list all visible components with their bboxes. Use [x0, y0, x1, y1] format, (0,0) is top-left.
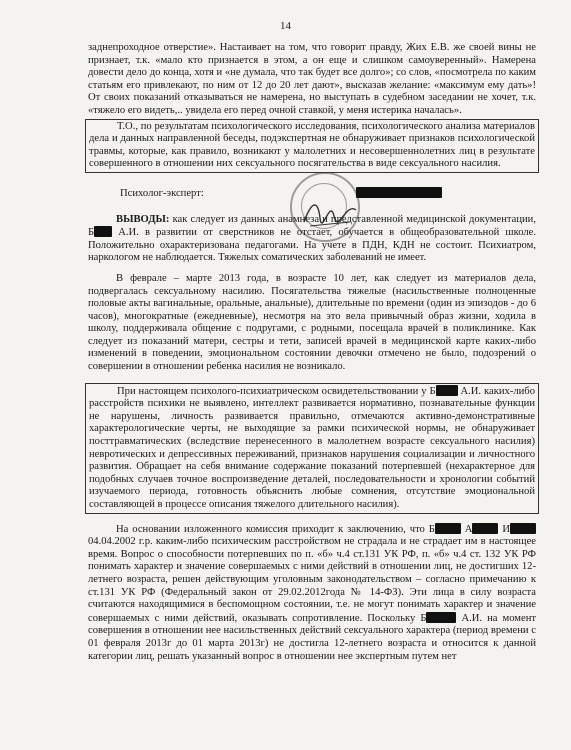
redaction-name — [472, 523, 498, 534]
paragraph-psychology-summary: Т.О., по результатам психологического исследования, психологического анализа материалов дела и данных направленной беседы, подэкспертная не обнаруживает признаков психологической травмы, которые, как правило, возникают у малолетних и несовершеннолетних лиц в результате совершенного в отношении них сексуального посягательства в виде сексуального насилия. — [85, 119, 539, 173]
conclusions-4-text-b: А — [460, 523, 473, 535]
redaction-name — [426, 612, 456, 623]
conclusions-3-text-b: А.И. каких-либо расстройств психики не выявлено, интеллект развивается нормативно, познавательные функции не нарушены, личность развивается правильно, отмечаются активно-демонстративные характерологические черты, не выходящие за рамки психической нормы, не обнаруживает посттравматических (вследствие перенесенного в малолетнем возрасте сексуального насилия) невротических и депрессивных переживаний, признаков нарушения социализации и личностного развития. Обращает на себя внимание содержание показаний потерпевшей (нехарактерное для подобных случаев точное воспроизведение деталей, последовательности и хронологии событий изучаемого периода, готовность объяснить любые сомнения, отсутствие эмоциональной составляющей в процессе описания тяжелого длительного насилия). — [89, 385, 535, 510]
document-body — [88, 42, 536, 663]
conclusions-4-text-e: А.И. на момент совершения в отношении нее насильственных действий сексуального характера (период времени с 01 февраля 2013г до 01 марта 2013г) не достигла 12-летнего возраста и относится к данной категории лиц, решать указанный вопрос в отношении нее экспертным путем нет — [88, 612, 536, 662]
conclusions-text-a: как следует из данных анамнеза и представленной медицинской документации, Б — [88, 213, 536, 239]
expert-label: Психолог-эксперт: — [120, 187, 204, 199]
conclusions-heading: ВЫВОДЫ: — [116, 213, 170, 225]
page-number: 14 — [280, 20, 291, 32]
paragraph-conclusions-3 — [85, 383, 539, 514]
redaction-name — [510, 523, 536, 534]
redaction-expert-name — [356, 187, 442, 198]
paragraph-testimony: заднепроходное отверстие». Настаивает на том, что говорит правду, Жих Е.В. же своей вины не признает, т.к. «мало кто признается в этом, а он еще и слишком самоуверенный». Намерена довести дело до конца, хотя и «не думала, что так будет все долго»; со слов, «посмотрела по каким статьям его привлекают, по ним от 12 до 20 лет дают», высказав желание: «максимум ему дать»! От своих показаний отказываться не намерена, но выступать в судебном заседании не хочет, т.к. «тяжело его видеть,.. увидела его перед очной ставкой, у меня истерика началась». — [88, 42, 536, 116]
paragraph-conclusions-4 — [88, 523, 536, 664]
conclusions-3-text-a: При настоящем психолого-психиатрическом освидетельствовании у Б — [117, 385, 436, 397]
conclusions-4-text-a: На основании изложенного комиссия приходит к заключению, что Б — [116, 523, 435, 535]
redaction-name — [435, 523, 461, 534]
expert-signature-line — [88, 187, 536, 201]
conclusions-4-text-c: И — [498, 523, 510, 535]
paragraph-conclusions-2: В феврале – марте 2013 года, в возрасте 10 лет, как следует из материалов дела, подвергалась сексуальному насилию. Посягательства тяжелые (насильственные полноценные половые акты вагинальные, оральные, анальные), длительные по времени (один из эпизодов - до 6 часов), многократные (ежедневные), несмотря на это вела привычный образ жизни, ходила в школу, поддерживала общение с подругами, с родными, посещала врачей в поликлинике. Как следует из показаний матери, сестры и тети, записей врачей в медицинской карте каких-либо изменений в поведении, эмоциональном состоянии девочки отмечено не было, подозрений о совершении в отношении ребенка насилия не возникало. — [88, 272, 536, 373]
conclusions-4-text-d: 04.04.2002 г.р. каким-либо психическим расстройством не страдала и не страдает им в настоящее время. Вопрос о способности потерпевших по п. «б» ч.4 ст.131 УК РФ, п. «б» ч.4 ст. 132 УК РФ понимать характер и значение совершаемых с ними действий в отношении лиц, не достигших 12-летнего возраста, решен действующим уголовным законодательством – согласно примечанию к ст.131 УК РФ (Федеральный закон от 29.02.2012года № 14-ФЗ). Эти лица в силу возраста считаются находящимися в беспомощном состоянии, т.е. не могут понимать характер и значение совершаемых с ними действий, оказывать сопротивление. Поскольку Б — [88, 536, 536, 624]
redaction-name — [94, 226, 112, 237]
paragraph-conclusions-1 — [88, 214, 536, 265]
conclusions-text-b: А.И. в развитии от сверстников не отстает, обучается в общеобразовательной школе. Положительно охарактеризована педагогами. На учете в ПДН, КДН не состоит. Психиатром, наркологом не наблюдается. Тяжелых соматических заболеваний не имеет. — [88, 227, 536, 264]
redaction-name — [436, 385, 458, 396]
